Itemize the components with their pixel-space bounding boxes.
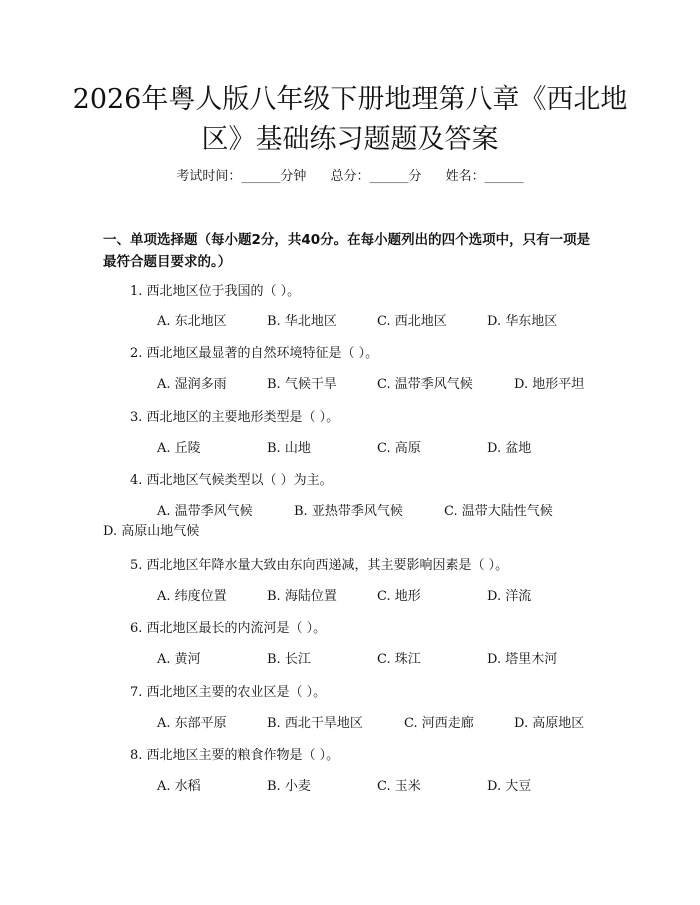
document-title: 2026年粤人版八年级下册地理第八章《西北地区》基础练习题题及答案 — [72, 84, 628, 155]
question-stem: 6. 西北地区最长的内流河是（ ）。 — [130, 621, 327, 636]
option-b: B. 小麦 — [267, 779, 311, 794]
question-options — [0, 312, 700, 332]
option-d: D. 盆地 — [487, 441, 532, 456]
option-b: B. 海陆位置 — [267, 589, 337, 604]
option-b: B. 西北干旱地区 — [267, 716, 363, 731]
question-stem: 7. 西北地区主要的农业区是（ ）。 — [130, 685, 327, 700]
question-options — [0, 502, 700, 522]
option-c: C. 温带季风气候 — [377, 377, 473, 392]
question-options-wrap — [0, 522, 700, 542]
option-b: B. 气候干旱 — [267, 377, 337, 392]
option-b: B. 华北地区 — [267, 314, 337, 329]
question-options — [0, 439, 700, 459]
option-d: D. 华东地区 — [487, 314, 558, 329]
question-stem: 5. 西北地区年降水量大致由东向西递减，其主要影响因素是（ ）。 — [130, 558, 509, 573]
option-b: B. 亚热带季风气候 — [294, 504, 403, 519]
option-a: A. 黄河 — [157, 652, 201, 667]
option-c: C. 温带大陆性气候 — [444, 504, 553, 519]
option-c: C. 河西走廊 — [404, 716, 474, 731]
exam-name-field: 姓名：______ — [445, 169, 524, 184]
exam-meta — [0, 167, 700, 187]
option-d: D. 洋流 — [487, 589, 532, 604]
question-options — [0, 375, 700, 395]
question-options — [0, 777, 700, 797]
question-stem: 2. 西北地区最显著的自然环境特征是（ ）。 — [130, 346, 379, 361]
option-c: C. 高原 — [377, 441, 421, 456]
option-b: B. 山地 — [267, 441, 311, 456]
option-a: A. 纬度位置 — [157, 589, 227, 604]
exam-score-field: 总分：______分 — [330, 169, 422, 184]
option-a: A. 丘陵 — [157, 441, 201, 456]
question-stem: 3. 西北地区的主要地形类型是（ ）。 — [130, 410, 340, 425]
question-options — [0, 650, 700, 670]
option-a: A. 水稻 — [157, 779, 201, 794]
option-c: C. 西北地区 — [377, 314, 447, 329]
option-d: D. 地形平坦 — [514, 377, 585, 392]
option-d: D. 塔里木河 — [487, 652, 558, 667]
option-d: D. 高原地区 — [514, 716, 585, 731]
option-c: C. 玉米 — [377, 779, 421, 794]
question-stem: 8. 西北地区主要的粮食作物是（ ）。 — [130, 748, 340, 763]
option-c: C. 地形 — [377, 589, 421, 604]
option-a: A. 东北地区 — [157, 314, 227, 329]
option-a: A. 湿润多雨 — [157, 377, 227, 392]
option-c: C. 珠江 — [377, 652, 421, 667]
option-a: A. 温带季风气候 — [157, 504, 253, 519]
option-d: D. 大豆 — [487, 779, 532, 794]
question-stem: 1. 西北地区位于我国的（ ）。 — [130, 284, 301, 299]
question-options — [0, 587, 700, 607]
option-d: D. 高原山地气候 — [103, 524, 200, 539]
section-heading: 一、单项选择题（每小题2分，共40分。在每小题列出的四个选项中，只有一项是最符合题目要求的。） — [103, 232, 591, 270]
question-options — [0, 714, 700, 734]
question-stem: 4. 西北地区气候类型以（ ）为主。 — [130, 473, 333, 488]
option-a: A. 东部平原 — [157, 716, 227, 731]
option-b: B. 长江 — [267, 652, 311, 667]
exam-time-field: 考试时间：______分钟 — [176, 169, 307, 184]
